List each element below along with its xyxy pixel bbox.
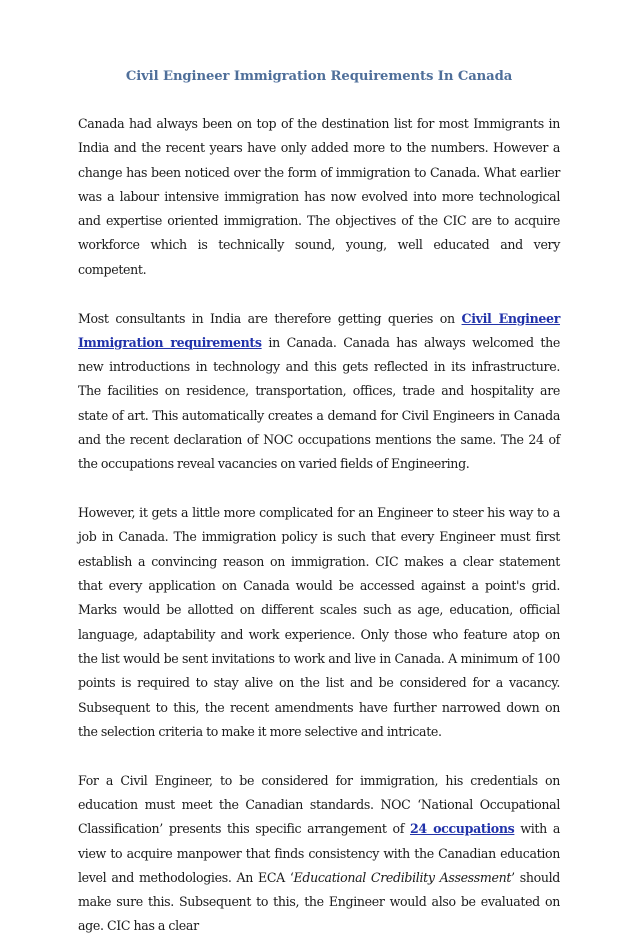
paragraph-4-text-after: ’ should make sure this. Subsequent to this, the Engineer would also be evaluated on age. CIC has a clear bbox=[78, 869, 560, 934]
paragraph-4-text-before: For a Civil Engineer, to be considered for immigration, his credentials on education must meet the Canadian standards. NOC ‘National Occupational Classification’ presents this specific arrangement of bbox=[78, 772, 560, 837]
paragraph-4 bbox=[78, 769, 560, 939]
civil-engineer-requirements-link[interactable]: Civil Engineer Immigration requirements bbox=[78, 310, 560, 350]
eca-emphasis: Educational Credibility Assessment bbox=[293, 869, 512, 885]
document-title: Civil Engineer Immigration Requirements In Canada bbox=[125, 69, 513, 84]
paragraph-4-text-middle: with a view to acquire manpower that finds consistency with the Canadian education level and methodologies. An ECA ‘ bbox=[78, 821, 560, 885]
24-occupations-link[interactable]: 24 occupations bbox=[409, 821, 515, 837]
paragraph-2-text-after: in Canada. Canada has always welcomed the new introductions in technology and this gets reflected in its infrastructure. The facilities on residence, transportation, offices, trade and hospitality are state of art. This automatically creates a demand for Civil Engineers in Canada and the recent declaration of NOC occupations mentions the same. The 24 of the occupations reveal vacancies on varied fields of Engineering. bbox=[78, 334, 560, 472]
paragraph-1: Canada had always been on top of the destination list for most Immigrants in India and the recent years have only added more to the numbers. However a change has been noticed over the form of immigration to Canada. What earlier was a labour intensive immigration has now evolved into more technological and expertise oriented immigration. The objectives of the CIC are to acquire workforce which is technically sound, young, well educated and very competent. bbox=[78, 116, 560, 277]
paragraph-2-text-before: Most consultants in India are therefore getting queries on bbox=[78, 310, 462, 326]
document-page bbox=[78, 68, 560, 939]
paragraph-2 bbox=[78, 307, 560, 477]
paragraph-3: However, it gets a little more complicated for an Engineer to steer his way to a job in Canada. The immigration policy is such that every Engineer must first establish a convincing reason on immigration. CIC makes a clear statement that every application on Canada would be accessed against a point's grid. Marks would be allotted on different scales such as age, education, official language, adaptability and work experience. Only those who feature atop on the list would be sent invitations to work and live in Canada. A minimum of 100 points is required to stay alive on the list and be considered for a vacancy. Subsequent to this, the recent amendments have further narrowed down on the selection criteria to make it more selective and intricate. bbox=[78, 505, 560, 739]
